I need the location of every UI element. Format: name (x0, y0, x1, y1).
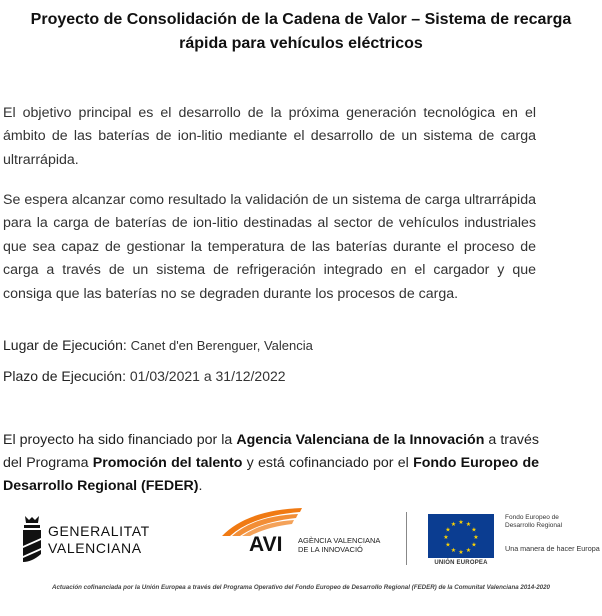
svg-text:★: ★ (471, 526, 477, 534)
svg-text:★: ★ (458, 519, 464, 526)
funding-text: y está cofinanciado por el (242, 455, 414, 471)
funding-statement (3, 429, 539, 498)
svg-text:★: ★ (450, 521, 457, 528)
generalitat-shield-icon (20, 514, 44, 564)
funding-text: . (198, 478, 203, 494)
avi-subtitle-line-2: DE LA INNOVACIÓ (298, 545, 363, 554)
avi-logo-word: AVI (249, 533, 283, 556)
svg-text:★: ★ (471, 541, 477, 549)
funding-program: Promoción del talento (92, 455, 243, 471)
eu-flag-icon (428, 514, 494, 558)
execution-place (3, 335, 313, 356)
feder-name (505, 514, 585, 530)
svg-text:★: ★ (465, 521, 472, 528)
svg-text:★: ★ (445, 526, 451, 534)
title-line-2: rápida para vehículos eléctricos (179, 35, 423, 52)
avi-subtitle-line-1: AGÈNCIA VALENCIANA (298, 536, 381, 545)
svg-text:★: ★ (450, 547, 457, 554)
title-line-1: Proyecto de Consolidación de la Cadena de Valor – Sistema de recarga (30, 11, 572, 28)
svg-text:★: ★ (473, 534, 479, 541)
funding-agency: Agencia Valenciana de la Innovación (236, 432, 485, 448)
eu-label: UNIÓN EUROPEA (434, 560, 488, 566)
paragraph-objective: El objetivo principal es el desarrollo de la próxima generación tecnológica en el ámbito de las baterías de ion-litio mediante el desarrollo de un sistema de carga ultrarrápida. (3, 105, 536, 168)
funding-text: a través del Programa (3, 432, 539, 471)
svg-text:★: ★ (458, 549, 464, 556)
paragraph-result: Se espera alcanzar como resultado la validación de un sistema de carga ultrarrápida para la carga de baterías de ion-litio destinadas al sector de vehículos industriales que sea capaz de gestionar la temperatura de las baterías durante el proceso de carga a través de un sistema de refrigeración integrado en el cargador y que consiga que las baterías no se degraden durante los procesos de carga. (3, 192, 536, 302)
execution-period (3, 366, 286, 386)
execution-place-value: Canet d'en Berenguer, Valencia (130, 338, 313, 353)
svg-text:★: ★ (465, 547, 472, 554)
execution-place-label: Lugar de Ejecución: (3, 337, 127, 353)
generalitat-logo-text (48, 523, 150, 557)
funding-fund: Fondo Europeo de Desarrollo Regional (FEDER) (3, 455, 540, 494)
avi-logo-subtitle (298, 536, 398, 554)
svg-text:★: ★ (443, 534, 449, 541)
feder-name-line-1: Fondo Europeo de (505, 514, 559, 521)
execution-period-value: 01/03/2021 a 31/12/2022 (129, 368, 286, 384)
feder-name-line-2: Desarrollo Regional (505, 522, 563, 529)
execution-period-label: Plazo de Ejecución: (3, 368, 126, 384)
generalitat-line-1: GENERALITAT (48, 523, 150, 539)
feder-motto: Una manera de hacer Europa (505, 544, 600, 553)
page-title (10, 8, 592, 56)
cofinancing-footnote: Actuación cofinanciada por la Unión Europea a través del Programa Operativo del Fondo Europeo de Desarrollo Regional (FEDER) de la Comunitat Valenciana 2014-2020 (52, 584, 550, 591)
generalitat-line-2: VALENCIANA (48, 540, 142, 556)
funding-text: El proyecto ha sido financiado por la (3, 432, 237, 448)
logo-divider (406, 512, 407, 565)
svg-text:★: ★ (445, 541, 451, 549)
